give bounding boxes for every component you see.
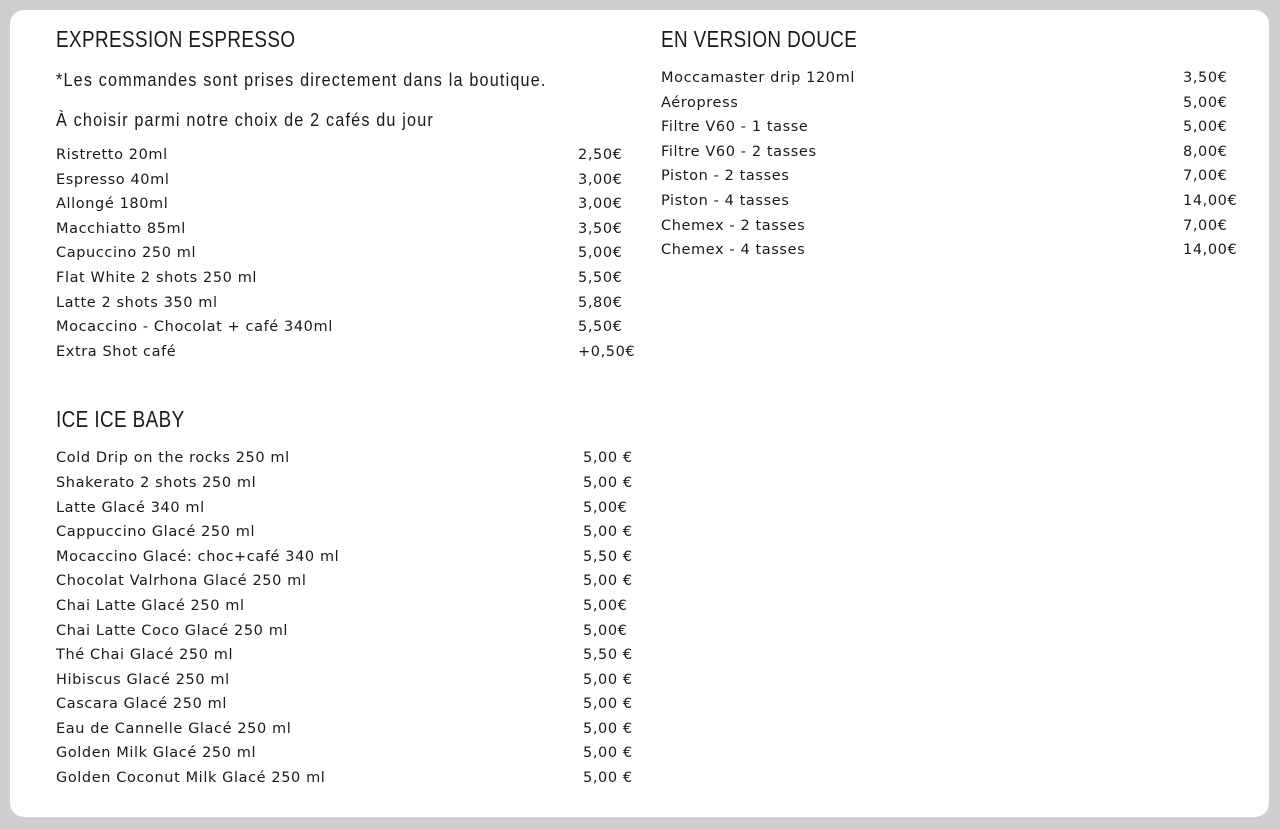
item-price: 2,50€ xyxy=(578,147,623,163)
right-column xyxy=(661,24,1237,263)
menu-item xyxy=(56,619,630,644)
menu-item xyxy=(56,241,630,266)
item-name: Thé Chai Glacé 250 ml xyxy=(56,647,234,664)
menu-item xyxy=(661,164,1237,189)
espresso-list xyxy=(56,143,636,364)
item-price: 5,00€ xyxy=(583,622,628,639)
espresso-section-title: EXPRESSION ESPRESSO xyxy=(56,26,296,52)
item-name: Golden Coconut Milk Glacé 250 ml xyxy=(56,770,326,787)
menu-item xyxy=(661,140,1237,165)
item-price: 5,00 € xyxy=(583,573,633,590)
menu-item xyxy=(56,496,630,521)
iced-list xyxy=(56,446,633,790)
menu-item xyxy=(56,594,630,619)
item-name: Mocaccino - Chocolat + café 340ml xyxy=(56,319,333,336)
item-name: Eau de Cannelle Glacé 250 ml xyxy=(56,720,292,737)
item-price: 5,00 € xyxy=(583,720,633,737)
menu-item xyxy=(661,115,1237,140)
menu-item xyxy=(661,238,1237,263)
item-price: 5,00 € xyxy=(583,696,633,713)
item-price: 3,50€ xyxy=(1183,70,1228,86)
item-name: Shakerato 2 shots 250 ml xyxy=(56,474,257,491)
item-name: Capuccino 250 ml xyxy=(56,245,197,262)
item-name: Cappuccino Glacé 250 ml xyxy=(56,524,256,541)
item-price: +0,50€ xyxy=(578,343,636,360)
item-name: Latte Glacé 340 ml xyxy=(56,499,205,516)
menu-item xyxy=(56,315,630,340)
menu-item xyxy=(661,91,1237,116)
item-name: Hibiscus Glacé 250 ml xyxy=(56,671,230,688)
item-name: Cascara Glacé 250 ml xyxy=(56,696,227,713)
item-price: 5,00 € xyxy=(583,745,633,762)
item-price: 8,00€ xyxy=(1183,143,1228,160)
item-price: 14,00€ xyxy=(1183,192,1238,209)
item-name: Chocolat Valrhona Glacé 250 ml xyxy=(56,573,307,590)
menu-item xyxy=(56,668,633,693)
item-name: Golden Milk Glacé 250 ml xyxy=(56,745,257,762)
item-price: 5,00 € xyxy=(583,671,633,688)
item-price: 5,50€ xyxy=(578,269,623,286)
item-price: 7,00€ xyxy=(1183,168,1228,185)
menu-item xyxy=(56,143,630,168)
douce-section-title: EN VERSION DOUCE xyxy=(661,26,858,52)
item-price: 5,00€ xyxy=(583,499,628,516)
menu-item xyxy=(661,66,1237,91)
menu-item xyxy=(56,741,633,766)
item-name: Ristretto 20ml xyxy=(56,147,168,163)
item-name: Mocaccino Glacé: choc+café 340 ml xyxy=(56,548,340,565)
item-price: 5,00€ xyxy=(583,597,628,614)
menu-item xyxy=(56,340,636,365)
menu-item xyxy=(56,717,633,742)
item-price: 3,00€ xyxy=(578,196,623,213)
item-name: Macchiatto 85ml xyxy=(56,220,186,237)
menu-item xyxy=(56,217,630,242)
item-price: 3,50€ xyxy=(578,220,623,237)
menu-item xyxy=(56,446,633,471)
item-price: 3,00€ xyxy=(578,171,623,188)
item-name: Cold Drip on the rocks 250 ml xyxy=(56,450,290,467)
item-price: 5,80€ xyxy=(578,294,623,311)
item-name: Latte 2 shots 350 ml xyxy=(56,294,218,311)
iced-section-title: ICE ICE BABY xyxy=(56,406,185,433)
item-price: 14,00€ xyxy=(1183,242,1238,259)
menu-card xyxy=(10,10,1269,817)
item-name: Moccamaster drip 120ml xyxy=(661,70,855,86)
item-name: Filtre V60 - 2 tasses xyxy=(661,143,817,160)
douce-list xyxy=(661,66,1237,263)
item-name: Chemex - 4 tasses xyxy=(661,242,806,259)
item-name: Extra Shot café xyxy=(56,343,177,360)
menu-item xyxy=(56,291,630,316)
menu-item xyxy=(56,192,630,217)
item-price: 7,00€ xyxy=(1183,217,1228,234)
item-price: 5,00€ xyxy=(1183,119,1228,136)
item-price: 5,50 € xyxy=(583,548,633,565)
item-price: 5,00 € xyxy=(583,450,633,467)
item-name: Piston - 4 tasses xyxy=(661,192,790,209)
item-name: Chemex - 2 tasses xyxy=(661,217,806,234)
item-price: 5,00€ xyxy=(578,245,623,262)
item-name: Chai Latte Coco Glacé 250 ml xyxy=(56,622,289,639)
menu-item xyxy=(56,168,630,193)
daily-coffee-note: À choisir parmi notre choix de 2 cafés du jour xyxy=(56,110,434,130)
menu-item xyxy=(56,692,633,717)
item-name: Chai Latte Glacé 250 ml xyxy=(56,597,245,614)
menu-item xyxy=(661,214,1237,239)
item-name: Piston - 2 tasses xyxy=(661,168,790,185)
menu-item xyxy=(56,643,633,668)
item-price: 5,50€ xyxy=(578,319,623,336)
item-name: Allongé 180ml xyxy=(56,196,169,213)
item-name: Flat White 2 shots 250 ml xyxy=(56,269,258,286)
menu-item xyxy=(56,766,633,791)
item-price: 5,50 € xyxy=(583,647,633,664)
item-price: 5,00 € xyxy=(583,770,633,787)
menu-item xyxy=(56,545,633,570)
order-note: *Les commandes sont prises directement dans la boutique. xyxy=(56,70,547,90)
item-price: 5,00 € xyxy=(583,474,633,491)
item-name: Espresso 40ml xyxy=(56,171,170,188)
item-name: Filtre V60 - 1 tasse xyxy=(661,119,809,136)
menu-item xyxy=(661,189,1237,214)
menu-item xyxy=(56,266,630,291)
item-name: Aéropress xyxy=(661,94,739,111)
item-price: 5,00 € xyxy=(583,524,633,541)
menu-item xyxy=(56,569,633,594)
menu-item xyxy=(56,471,633,496)
left-column xyxy=(56,24,636,791)
menu-item xyxy=(56,520,633,545)
item-price: 5,00€ xyxy=(1183,94,1228,111)
